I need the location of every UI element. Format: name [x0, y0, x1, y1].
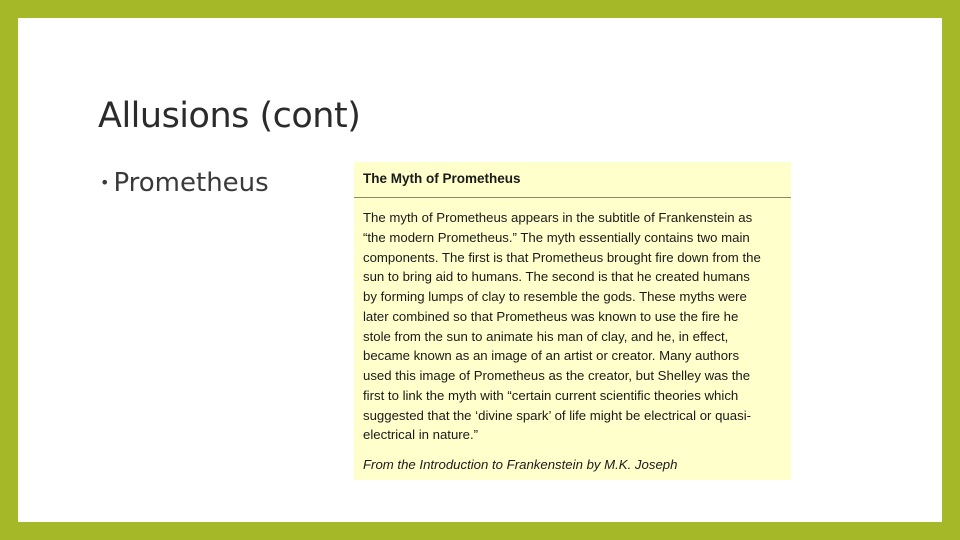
excerpt-line: “the modern Prometheus.” The myth essentially contains two main [363, 229, 750, 245]
excerpt-box [354, 162, 791, 480]
bullet-label: Prometheus [113, 168, 269, 198]
excerpt-line: suggested that the ‘divine spark’ of life might be electrical or quasi- [363, 407, 752, 423]
excerpt-line: stole from the sun to animate his man of clay, and he, in effect, [363, 328, 729, 344]
excerpt-line: electrical in nature.” [363, 427, 479, 443]
excerpt-line: later combined so that Prometheus was known to use the fire he [363, 308, 739, 324]
bullet-icon: • [100, 172, 110, 192]
excerpt-line: by forming lumps of clay to resemble the gods. These myths were [363, 289, 747, 304]
bullet-item-prometheus [100, 168, 269, 198]
excerpt-source: From the Introduction to Frankenstein by M.K. Joseph [363, 457, 678, 472]
excerpt-line: first to link the myth with “certain current scientific theories which [363, 387, 739, 403]
bullet-list [100, 168, 269, 198]
excerpt-line: The myth of Prometheus appears in the subtitle of Frankenstein as [363, 210, 753, 225]
excerpt-heading: The Myth of Prometheus [354, 162, 791, 198]
excerpt-line: used this image of Prometheus as the creator, but Shelley was the [363, 368, 751, 383]
excerpt-line: components. The first is that Prometheus brought fire down from the [363, 249, 761, 265]
excerpt-line: sun to bring aid to humans. The second is that he created humans [363, 269, 750, 285]
slide [18, 18, 942, 522]
excerpt-body [363, 208, 785, 445]
excerpt-line: became known as an image of an artist or creator. Many authors [363, 348, 740, 364]
slide-title: Allusions (cont) [98, 96, 361, 136]
